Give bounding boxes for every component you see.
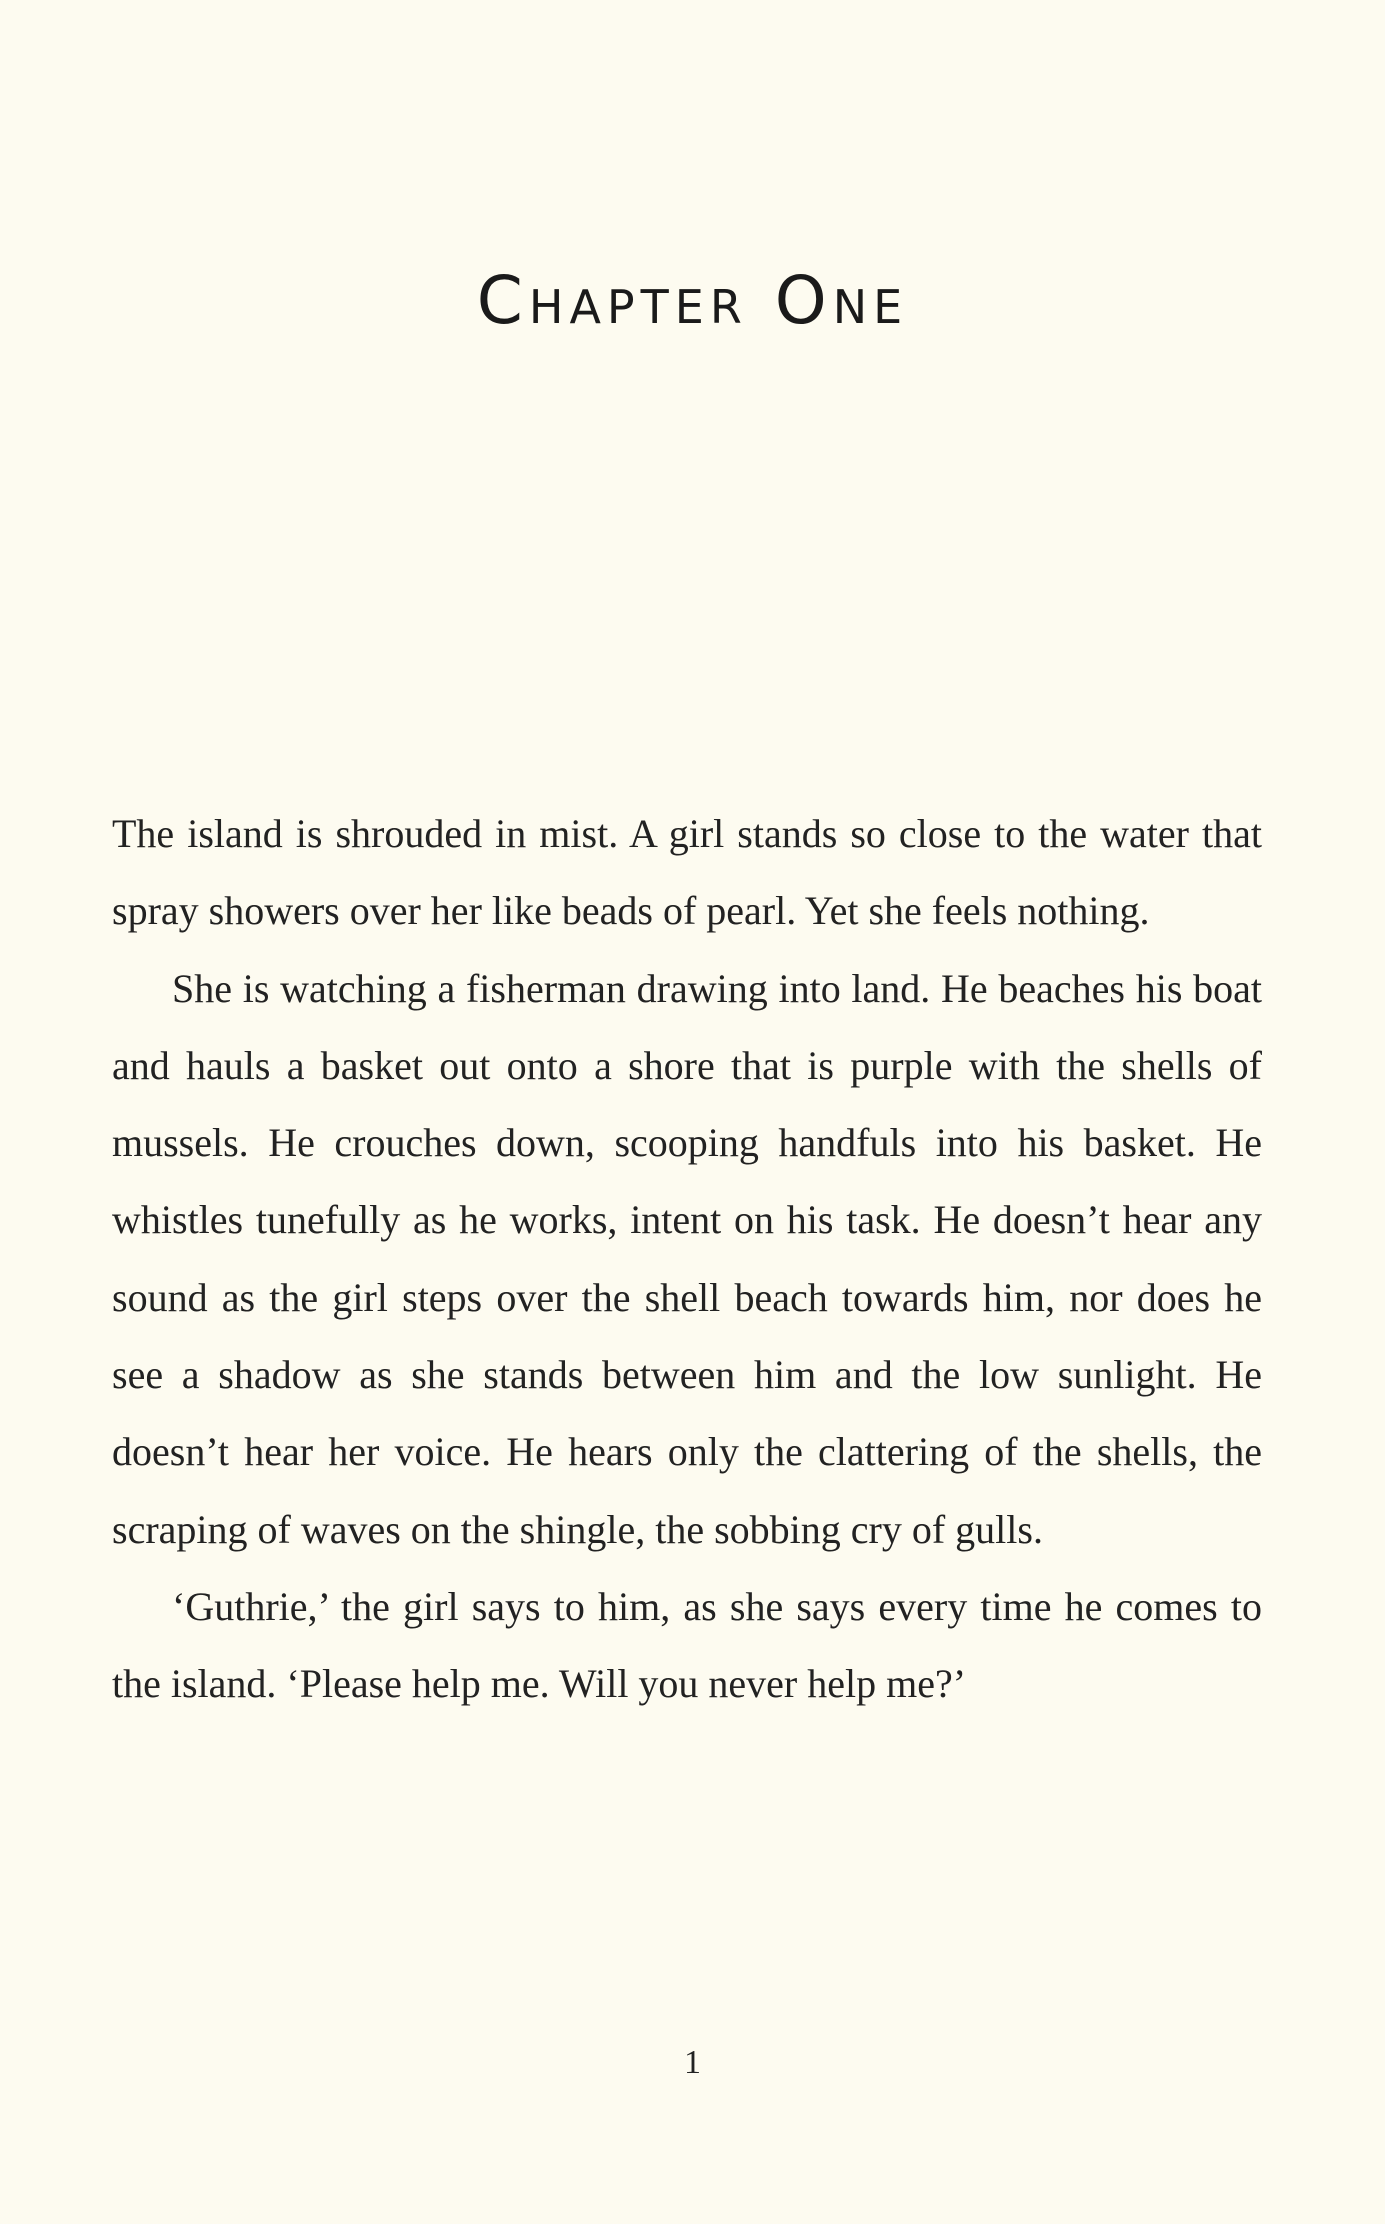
- paragraph-1: The island is shrouded in mist. A girl stands so close to the water that spray showers over her like beads of pearl. Yet she feels nothing.: [112, 811, 1262, 934]
- paragraph-3: ‘Guthrie,’ the girl says to him, as she says every time he comes to the island. ‘Please help me. Will you never help me?’: [112, 1583, 1262, 1707]
- chapter-title: Chapter One: [476, 262, 909, 339]
- paragraph-2: She is watching a fisherman drawing into land. He beaches his boat and hauls a basket out onto a shore that is purple with the shells of mussels. He crouches down, scooping handfuls into his basket. He whistles tunefully as he works, intent on his task. He doesn’t hear any sound as the girl steps over the shell beach towards him, nor does he see a shadow as she stands between him and the low sunlight. He doesn’t hear her voice. He hears only the clattering of the shells, the scraping of waves on the shingle, the sobbing cry of gulls.: [112, 965, 1262, 1552]
- page-number: 1: [684, 2044, 701, 2081]
- chapter-body: [112, 795, 1262, 1723]
